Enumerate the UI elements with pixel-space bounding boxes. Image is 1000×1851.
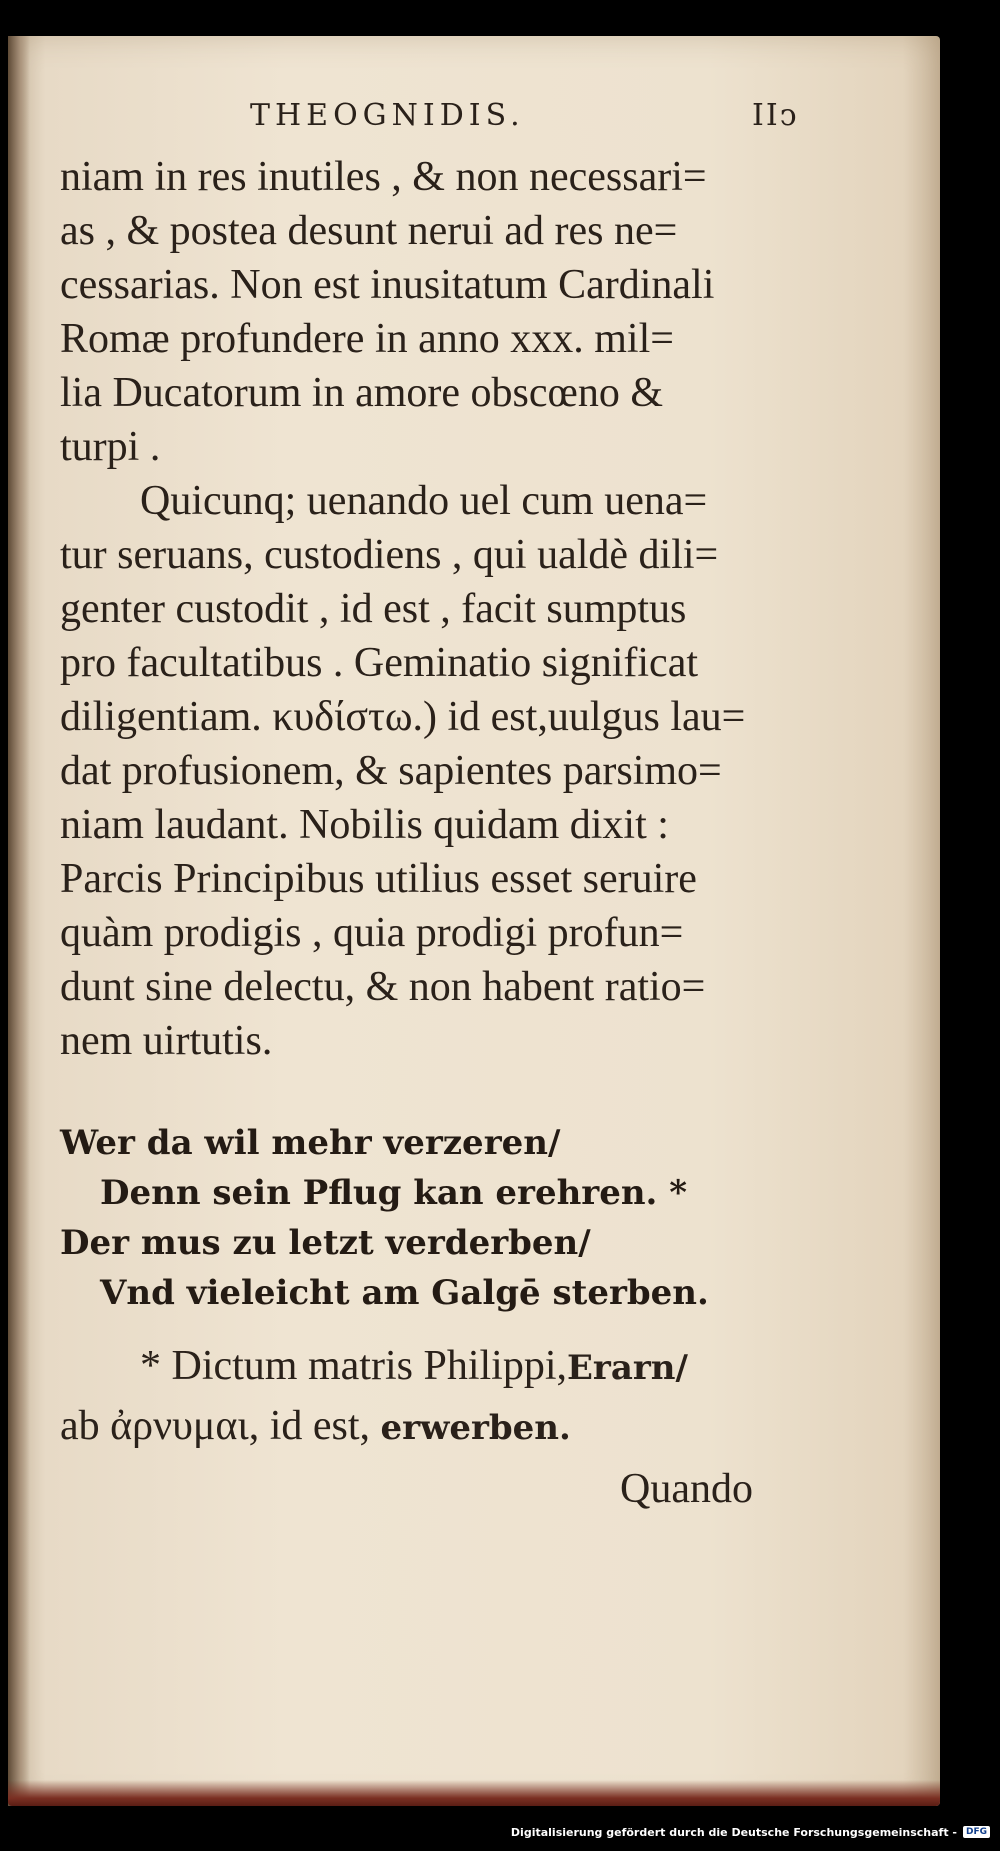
- text-line: pro facultatibus . Geminatio significat: [60, 640, 698, 686]
- page-gutter: [8, 36, 30, 1806]
- running-head: THEOGNIDIS.: [250, 98, 525, 133]
- text-line: tur seruans, custodiens , qui ualdè dili=: [60, 532, 719, 578]
- text-line: quàm prodigis , quia prodigi profun=: [60, 910, 684, 956]
- text-line: dat profusionem, & sapientes parsimo=: [60, 748, 722, 794]
- text-line: genter custodit , id est , facit sumptus: [60, 586, 687, 632]
- footnote-line: [60, 1336, 820, 1396]
- footnote-gothic: erwerben.: [380, 1408, 571, 1448]
- text-line: lia Ducatorum in amore obscœno &: [60, 370, 664, 416]
- footnote-latin: * Dictum matris Philippi,: [140, 1343, 567, 1389]
- text-line: nem uirtutis.: [60, 1018, 273, 1064]
- text-line: turpi .: [60, 424, 161, 470]
- verse-line: Wer da wil mehr verzeren/: [60, 1123, 561, 1163]
- text-line: niam laudant. Nobilis quidam dixit :: [60, 802, 669, 848]
- credit-text: Digitalisierung gefördert durch die Deutsche Forschungsgemeinschaft -: [510, 1825, 957, 1839]
- text-line: Romæ profundere in anno xxx. mil=: [60, 316, 674, 362]
- german-verse: [60, 1118, 820, 1318]
- latin-commentary: [60, 150, 820, 1068]
- text-line: Quicunq; uenando uel cum uena=: [140, 478, 708, 524]
- text-line: as , & postea desunt nerui ad res ne=: [60, 208, 678, 254]
- footnote-line: [60, 1396, 820, 1456]
- text-line: dunt sine delectu, & non habent ratio=: [60, 964, 706, 1010]
- footnote-gothic: Erarn/: [567, 1348, 688, 1388]
- verse-line: Vnd vieleicht am Galgē sterben.: [100, 1273, 709, 1313]
- digitization-credit: [511, 1817, 990, 1847]
- text-line: Parcis Principibus utilius esset seruire: [60, 856, 697, 902]
- folio-number: IIↄ: [752, 98, 799, 133]
- text-line: diligentiam. κυδίστω.) id est,uulgus lau=: [60, 694, 746, 740]
- verse-line: Denn sein Pflug kan erehren. *: [100, 1173, 688, 1213]
- text-line: niam in res inutiles , & non necessari=: [60, 154, 707, 200]
- page-bottom-edge: [8, 1780, 940, 1806]
- footnote-latin: ab ἀρνυμαι, id est,: [60, 1403, 371, 1449]
- dfg-logo: DFG: [963, 1826, 990, 1838]
- catchword: Quando: [620, 1466, 753, 1512]
- verse-line: Der mus zu letzt verderben/: [60, 1223, 591, 1263]
- footnote: [60, 1336, 820, 1456]
- text-line: cessarias. Non est inusitatum Cardinali: [60, 262, 715, 308]
